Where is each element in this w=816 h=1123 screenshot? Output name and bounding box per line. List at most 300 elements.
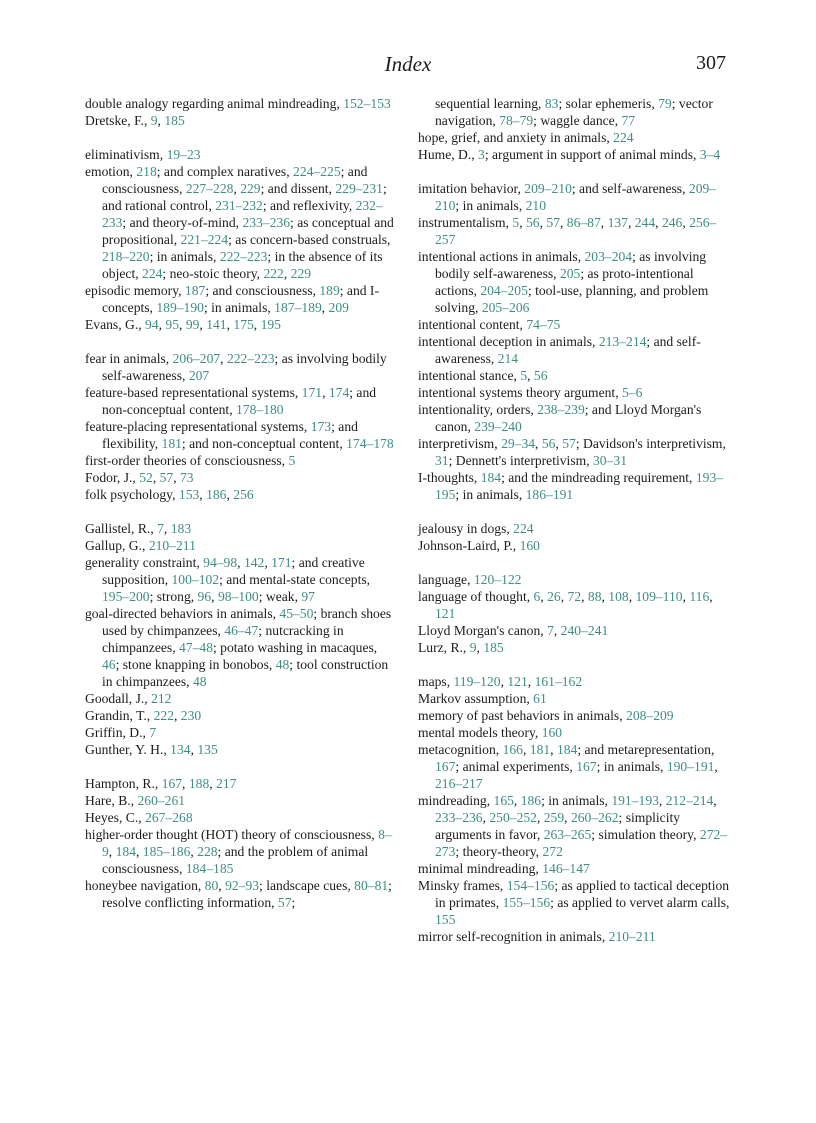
page-reference: 94	[145, 317, 159, 332]
index-entry	[418, 571, 730, 588]
entry-text: Griffin, D.,	[85, 725, 150, 740]
index-entry	[418, 146, 730, 163]
entry-text: ; and self-awareness,	[435, 334, 701, 366]
entry-text: Evans, G.,	[85, 317, 146, 332]
index-entry	[418, 214, 730, 248]
entry-text: ,	[163, 521, 171, 536]
entry-text: ; in animals,	[455, 487, 526, 502]
entry-text: ; as concern-based construals,	[228, 232, 391, 247]
page-reference: 209–210	[524, 181, 572, 196]
page-reference: 186–191	[525, 487, 574, 502]
entry-text: goal-directed behaviors in animals,	[85, 606, 280, 621]
page-reference: 217	[216, 776, 237, 791]
index-entry	[418, 520, 730, 537]
entry-text: I-thoughts,	[418, 470, 481, 485]
index-entry	[418, 724, 730, 741]
page-reference: 191–193	[611, 793, 659, 808]
entry-text: ; resolve conflicting information,	[102, 878, 392, 910]
entry-text: ,	[199, 317, 207, 332]
entry-text: ; and I-concepts,	[102, 283, 379, 315]
entry-text: first-order theories of consciousness,	[85, 453, 289, 468]
entry-text: feature-based representational systems,	[85, 385, 302, 400]
entry-text: Minsky frames,	[418, 878, 507, 893]
index-entry	[85, 95, 397, 112]
page-reference: 7	[149, 725, 157, 740]
entry-text: ,	[226, 317, 234, 332]
entry-text: ; and rational control,	[102, 181, 387, 213]
page-reference: 239–240	[474, 419, 522, 434]
index-entry	[85, 418, 397, 452]
page-reference: 153	[178, 487, 200, 502]
page-reference: 213–214	[598, 334, 647, 349]
index-entry	[85, 163, 397, 282]
entry-text: Goodall, J.,	[85, 691, 152, 706]
page-reference: 95	[165, 317, 180, 332]
entry-text: Hume, D.,	[418, 147, 479, 162]
entry-text: Lurz, R.,	[418, 640, 470, 655]
index-entry	[418, 673, 730, 690]
entry-text: ; animal experiments,	[455, 759, 577, 774]
page-reference: 181	[529, 742, 551, 757]
page-reference: 175	[233, 317, 254, 332]
page-reference: 5	[512, 215, 520, 230]
index-entry	[418, 741, 730, 792]
entry-text: jealousy in dogs,	[418, 521, 514, 536]
entry-text: ; and consciousness,	[102, 164, 368, 196]
entry-text: intentional content,	[418, 317, 527, 332]
index-entry	[418, 316, 730, 333]
page-reference: 195–200	[102, 589, 150, 604]
page-reference: 56	[533, 368, 548, 383]
page-reference: 233–236	[435, 810, 483, 825]
page-reference: 3	[478, 147, 485, 162]
page-reference: 210–211	[148, 538, 196, 553]
entry-text: ; potato washing in macaques,	[212, 640, 378, 655]
page-reference: 272–273	[435, 827, 728, 859]
page-reference: 108	[608, 589, 629, 604]
entry-text: ; stone knapping in bonobos,	[115, 657, 276, 672]
index-entry	[418, 860, 730, 877]
page-reference: 171	[301, 385, 323, 400]
page-reference: 160	[519, 538, 540, 553]
entry-text: ,	[581, 589, 588, 604]
page-reference: 206–207	[172, 351, 221, 366]
index-entry	[85, 724, 397, 741]
page-reference: 205–206	[481, 300, 530, 315]
entry-text: ,	[658, 793, 666, 808]
page-reference: 267–268	[145, 810, 193, 825]
entry-text: Hare, B.,	[85, 793, 138, 808]
entry-text: ; waggle dance,	[533, 113, 622, 128]
entry-text: intentional actions in animals,	[418, 249, 585, 264]
entry-text: Markov assumption,	[418, 691, 534, 706]
page-reference: 96	[197, 589, 212, 604]
page-reference: 161–162	[534, 674, 583, 689]
index-column-left	[85, 95, 397, 911]
entry-text: mindreading,	[418, 793, 494, 808]
page-reference: 120–122	[473, 572, 522, 587]
page-reference: 185	[164, 113, 185, 128]
entry-text: intentional deception in animals,	[418, 334, 599, 349]
page-reference: 184	[556, 742, 578, 757]
index-entry	[85, 520, 397, 537]
entry-text: ,	[513, 793, 521, 808]
page-reference: 3–4	[699, 147, 721, 162]
entry-text: ,	[682, 215, 690, 230]
page-reference: 7	[157, 521, 164, 536]
page-reference: 272	[542, 844, 563, 859]
page-reference: 184	[115, 844, 136, 859]
page-reference: 57	[546, 215, 560, 230]
entry-text: maps,	[418, 674, 454, 689]
page-reference: 5–6	[622, 385, 643, 400]
page-reference: 189–190	[156, 300, 204, 315]
page-reference: 9	[150, 113, 158, 128]
page-reference: 185	[483, 640, 504, 655]
page-reference: 52	[139, 470, 153, 485]
index-entry	[418, 537, 730, 554]
entry-text: instrumentalism,	[418, 215, 513, 230]
page-reference: 224	[613, 130, 634, 145]
page-reference: 166	[502, 742, 523, 757]
index-entry	[85, 452, 397, 469]
entry-text: ; tool-use, planning, and problem solving,	[435, 283, 709, 315]
page-reference: 30–31	[593, 453, 627, 468]
page-reference: 187	[184, 283, 206, 298]
index-column-right	[418, 95, 730, 945]
index-entry	[85, 775, 397, 792]
page-reference: 121	[507, 674, 528, 689]
entry-text: ; strong,	[149, 589, 198, 604]
entry-text: ,	[527, 674, 535, 689]
entry-text: ,	[714, 759, 718, 774]
entry-text: ,	[500, 674, 508, 689]
page-reference: 29–34	[501, 436, 536, 451]
entry-text: mirror self-recognition in animals,	[418, 929, 609, 944]
entry-text: interpretivism,	[418, 436, 502, 451]
page-reference: 57	[562, 436, 576, 451]
entry-text: ,	[527, 368, 534, 383]
entry-text: ; and dissent,	[260, 181, 336, 196]
page-reference: 7	[547, 623, 554, 638]
entry-text: Dretske, F.,	[85, 113, 151, 128]
page-reference: 181	[161, 436, 182, 451]
page-title: Index	[384, 52, 432, 76]
page-reference: 137	[607, 215, 628, 230]
page-reference: 260–261	[137, 793, 186, 808]
entry-text: ; nutcracking in chimpanzees,	[102, 623, 344, 655]
entry-text: ; in animals,	[596, 759, 667, 774]
page-reference: 204–205	[480, 283, 528, 298]
page-reference: 218–220	[102, 249, 150, 264]
entry-text: ,	[157, 113, 165, 128]
page-reference: 229	[240, 181, 261, 196]
page-reference: 184	[480, 470, 502, 485]
entry-text: ; simulation theory,	[591, 827, 700, 842]
page-reference: 46–47	[224, 623, 259, 638]
entry-text: memory of past behaviors in animals,	[418, 708, 627, 723]
entry-text: ; Davidson's interpretivism,	[575, 436, 726, 451]
page-reference: 250–252	[489, 810, 537, 825]
page-reference: 186	[520, 793, 542, 808]
page-reference: 178–180	[236, 402, 284, 417]
page-reference: 155	[435, 912, 456, 927]
entry-text: ; neo-stoic theory,	[162, 266, 264, 281]
index-entry	[85, 469, 397, 486]
page-reference: 57	[277, 895, 292, 910]
entry-text: ; and theory-of-mind,	[122, 215, 243, 230]
page-reference: 152–153	[343, 96, 391, 111]
page-reference: 189	[319, 283, 340, 298]
page-reference: 56	[526, 215, 540, 230]
entry-text: ,	[283, 266, 291, 281]
entry-text: ; and the mindreading requirement,	[501, 470, 696, 485]
page-reference: 6	[533, 589, 541, 604]
entry-text: ,	[628, 589, 636, 604]
entry-text: ,	[535, 436, 542, 451]
page-reference: 80–81	[354, 878, 389, 893]
entry-text: ; simplicity arguments in favor,	[435, 810, 681, 842]
entry-text: ,	[550, 742, 557, 757]
page-reference: 256	[233, 487, 254, 502]
page-reference: 46	[102, 657, 116, 672]
letter-group-gap	[418, 503, 730, 520]
index-entry	[85, 384, 397, 418]
entry-text: language of thought,	[418, 589, 534, 604]
index-entry	[418, 129, 730, 146]
entry-text: Fodor, J.,	[85, 470, 140, 485]
entry-text: metacognition,	[418, 742, 503, 757]
entry-text: ,	[539, 215, 547, 230]
letter-group-gap	[418, 554, 730, 571]
entry-text: ,	[560, 589, 568, 604]
page-reference: 205	[559, 266, 581, 281]
entry-text: ,	[135, 844, 143, 859]
page-reference: 230	[180, 708, 202, 723]
entry-text: emotion,	[85, 164, 137, 179]
page-reference: 186	[206, 487, 227, 502]
page-reference: 229	[290, 266, 312, 281]
page-reference: 119–120	[453, 674, 501, 689]
entry-text: ; tool construction in chimpanzees,	[102, 657, 389, 689]
page-reference: 173	[310, 419, 332, 434]
entry-text: ; as applied to vervet alarm calls,	[550, 895, 730, 910]
page-reference: 48	[192, 674, 207, 689]
page-reference: 5	[288, 453, 296, 468]
page-reference: 224	[513, 521, 534, 536]
page-reference: 259	[543, 810, 565, 825]
entry-text: ,	[190, 844, 198, 859]
page-reference: 116	[689, 589, 710, 604]
entry-text: ; solar ephemeris,	[558, 96, 659, 111]
page-reference: 142	[243, 555, 265, 570]
entry-text: ,	[226, 487, 234, 502]
entry-text: ,	[321, 300, 329, 315]
page-reference: 31	[435, 453, 449, 468]
entry-text: feature-placing representational systems,	[85, 419, 311, 434]
page-reference: 47–48	[179, 640, 213, 655]
page-reference: 222	[153, 708, 174, 723]
index-entry	[418, 622, 730, 639]
page-reference: 222	[263, 266, 284, 281]
page-reference: 174	[328, 385, 350, 400]
page-reference: 183	[170, 521, 192, 536]
entry-text: ; weak,	[258, 589, 302, 604]
page-reference: 26	[547, 589, 561, 604]
entry-text: ,	[555, 436, 563, 451]
entry-text: ,	[322, 385, 329, 400]
page-reference: 135	[197, 742, 218, 757]
entry-text: fear in animals,	[85, 351, 173, 366]
page-reference: 160	[541, 725, 563, 740]
page-reference: 167	[161, 776, 183, 791]
page-reference: 185–186	[142, 844, 191, 859]
page-reference: 72	[567, 589, 582, 604]
entry-text: ,	[540, 589, 548, 604]
entry-text: ,	[173, 470, 180, 485]
entry-text: ,	[713, 793, 717, 808]
page-reference: 193–195	[435, 470, 724, 502]
index-entry	[85, 316, 397, 333]
entry-text: ,	[158, 317, 166, 332]
page-reference: 233–236	[242, 215, 291, 230]
index-entry	[85, 537, 397, 554]
page-reference: 155–156	[502, 895, 551, 910]
entry-text: ,	[237, 555, 244, 570]
index-entry	[418, 367, 730, 384]
page-reference: 56	[541, 436, 556, 451]
page-reference: 221–224	[180, 232, 229, 247]
page-reference: 210	[525, 198, 547, 213]
entry-text: ,	[627, 215, 635, 230]
page-reference: 9	[469, 640, 477, 655]
entry-text: ,	[655, 215, 662, 230]
entry-text: intentional stance,	[418, 368, 521, 383]
entry-text: Hampton, R.,	[85, 776, 162, 791]
index-entry	[85, 707, 397, 724]
page-reference: 109–110	[635, 589, 683, 604]
index-entry	[418, 333, 730, 367]
entry-text: imitation behavior,	[418, 181, 525, 196]
letter-group-gap	[418, 163, 730, 180]
index-entry	[418, 384, 730, 401]
entry-text: Gallup, G.,	[85, 538, 149, 553]
entry-text: ; argument in support of animal minds,	[484, 147, 700, 162]
page-reference: 207	[188, 368, 210, 383]
entry-text: ,	[559, 215, 567, 230]
page-reference: 98–100	[217, 589, 259, 604]
running-header	[0, 52, 816, 80]
entry-text: ,	[190, 742, 198, 757]
entry-text: Johnson-Laird, P.,	[418, 538, 520, 553]
page-reference: 208–209	[626, 708, 674, 723]
page-reference: 134	[170, 742, 191, 757]
page-reference: 216–217	[435, 776, 483, 791]
index-entry	[85, 741, 397, 758]
page-reference: 187–189	[274, 300, 322, 315]
entry-text: ;	[291, 895, 296, 910]
index-entry	[85, 554, 397, 605]
index-entry	[85, 112, 397, 129]
entry-text: ; as proto-intentional actions,	[435, 266, 694, 298]
page-reference: 214	[497, 351, 519, 366]
page-reference: 224–225	[293, 164, 341, 179]
entry-text: ; and creative supposition,	[102, 555, 365, 587]
page-reference: 86–87	[566, 215, 601, 230]
page-reference: 73	[180, 470, 194, 485]
page-number: 307	[696, 52, 726, 74]
entry-text: ; and mental-state concepts,	[219, 572, 371, 587]
entry-text: intentionality, orders,	[418, 402, 538, 417]
page-reference: 171	[271, 555, 292, 570]
page-reference: 188	[188, 776, 210, 791]
page-reference: 244	[634, 215, 656, 230]
index-entry	[418, 639, 730, 656]
entry-text: ; in animals,	[203, 300, 275, 315]
page-reference: 167	[435, 759, 456, 774]
entry-text: episodic memory,	[85, 283, 185, 298]
entry-text: Lloyd Morgan's canon,	[418, 623, 548, 638]
page-reference: 45–50	[279, 606, 314, 621]
entry-text: ; as conceptual and propositional,	[102, 215, 394, 247]
page-reference: 57	[159, 470, 174, 485]
entry-text: ; landscape cues,	[259, 878, 355, 893]
entry-text: Gunther, Y. H.,	[85, 742, 171, 757]
index-entry	[418, 469, 730, 503]
entry-text: ; as involving bodily self-awareness,	[435, 249, 707, 281]
letter-group-gap	[85, 758, 397, 775]
page-reference: 78–79	[499, 113, 534, 128]
entry-text: ; in animals,	[455, 198, 526, 213]
entry-text: ; and non-conceptual content,	[102, 385, 377, 417]
page-reference: 167	[576, 759, 597, 774]
entry-text: ,	[709, 589, 713, 604]
entry-text: ,	[601, 589, 609, 604]
entry-text: minimal mindreading,	[418, 861, 543, 876]
entry-text: ; Dennett's interpretivism,	[448, 453, 593, 468]
entry-text: ,	[211, 589, 218, 604]
entry-text: ,	[233, 181, 241, 196]
entry-text: folk psychology,	[85, 487, 179, 502]
entry-text: honeybee navigation,	[85, 878, 205, 893]
entry-text: ; in animals,	[541, 793, 612, 808]
page-reference: 195	[260, 317, 281, 332]
page-reference: 146–147	[542, 861, 590, 876]
page-reference: 141	[206, 317, 227, 332]
page-reference: 209	[328, 300, 349, 315]
entry-text: ; and the problem of animal consciousness,	[102, 844, 369, 876]
index-entry	[418, 690, 730, 707]
entry-text: ,	[209, 776, 217, 791]
entry-text: sequential learning,	[435, 96, 545, 111]
index-entry	[418, 588, 730, 622]
page-reference: 165	[493, 793, 514, 808]
entry-text: ,	[476, 640, 484, 655]
entry-text: ,	[173, 708, 181, 723]
entry-text: ,	[519, 215, 526, 230]
entry-text: ,	[264, 555, 272, 570]
index-entry-continuation	[418, 95, 730, 129]
entry-text: ,	[522, 742, 530, 757]
entry-text: ,	[682, 589, 690, 604]
page-reference: 80	[204, 878, 219, 893]
index-entry	[85, 690, 397, 707]
index-entry	[85, 282, 397, 316]
index-entry	[85, 146, 397, 163]
page-reference: 231–232	[215, 198, 263, 213]
entry-text: ,	[536, 810, 544, 825]
page-reference: 83	[544, 96, 559, 111]
